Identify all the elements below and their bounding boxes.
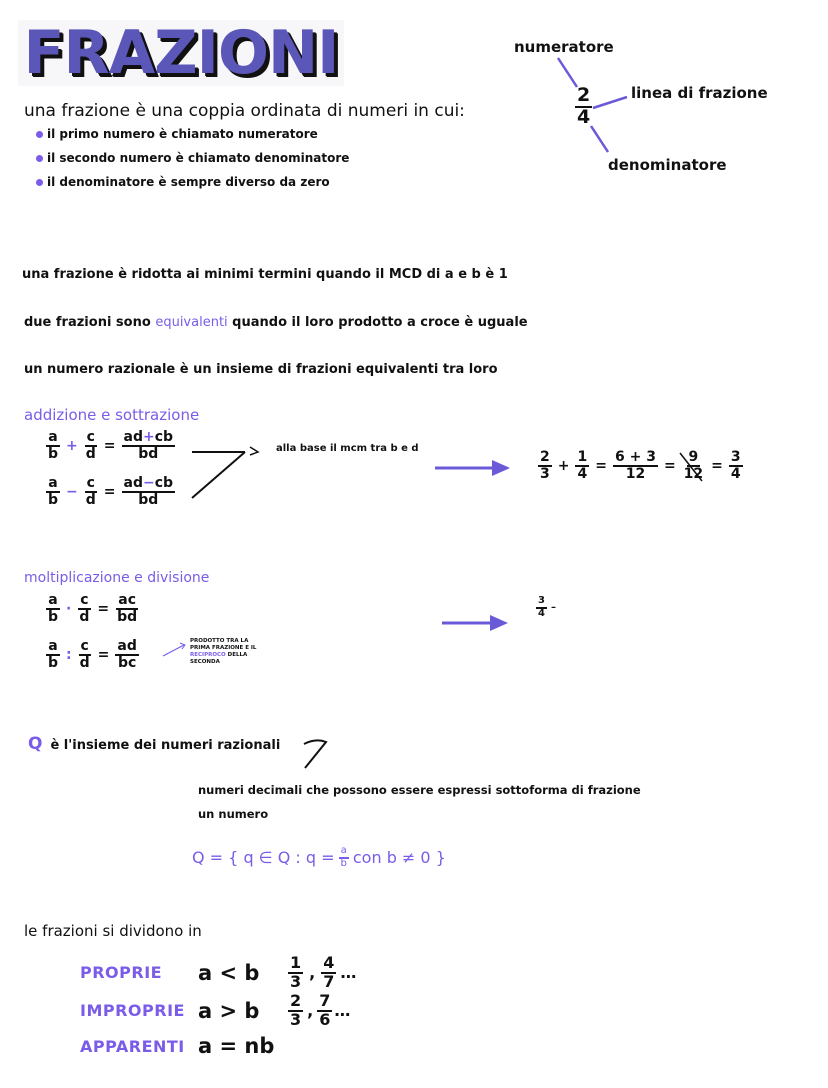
- frac-den: b: [340, 857, 347, 869]
- frac-den: 3: [290, 1009, 302, 1029]
- class-rule: a < b: [198, 960, 260, 985]
- frac-den: b: [48, 445, 59, 462]
- class-label: IMPROPRIE: [80, 1001, 185, 1021]
- plus-operator: +: [143, 429, 155, 445]
- frac-num: 6 + 3: [614, 449, 656, 465]
- denominator-label: denominatore: [608, 156, 727, 174]
- frac-num: 7: [319, 991, 331, 1010]
- frac-num: c: [80, 592, 89, 608]
- rationals-description: numeri decimali che possono essere espressi sottoforma di frazione: [198, 783, 641, 797]
- frac-den: b: [48, 608, 59, 625]
- frac-num: a: [339, 846, 349, 859]
- ellipsis: …: [340, 963, 357, 983]
- bullet-text: il primo numero è chiamato numeratore: [47, 127, 318, 141]
- frac-den: 7: [323, 971, 335, 991]
- frac-num: c: [80, 638, 89, 654]
- frac-num: a: [48, 638, 58, 654]
- plus-operator: +: [557, 457, 570, 474]
- multiplication-heading: moltiplicazione e divisione: [24, 570, 210, 586]
- class-examples: $\frac{2}{3}$ , $\frac{7}{6}$ …: [290, 991, 351, 1029]
- frac-num: 1: [577, 449, 588, 465]
- classification-row-proprie: [80, 955, 356, 991]
- mcm-note: alla base il mcm tra b e d: [276, 443, 419, 454]
- minus-operator: −: [66, 483, 78, 500]
- minus-operator: −: [143, 475, 155, 491]
- class-label: PROPRIE: [80, 963, 163, 983]
- frac-den: 12: [683, 465, 704, 482]
- class-rule: a = nb: [198, 1034, 275, 1058]
- equals-sign: =: [103, 483, 116, 500]
- frac-num: ad: [123, 429, 143, 445]
- frac-den: 4: [730, 465, 741, 482]
- set-notation-text: Q = { q ∈ Q : q =: [192, 848, 335, 867]
- class-rule: a > b: [198, 998, 260, 1023]
- frac-den: 12: [625, 465, 646, 482]
- class-label: APPARENTI: [80, 1036, 185, 1056]
- frac-num: 1: [290, 953, 302, 972]
- frac-num: 3: [536, 596, 547, 609]
- frac-den: d: [85, 445, 96, 462]
- frac-den: bd: [138, 445, 159, 462]
- definition-intro: una frazione è una coppia ordinata di numeri in cui:: [24, 101, 465, 121]
- addition-heading: addizione e sottrazione: [24, 406, 200, 424]
- classification-intro: le frazioni si dividono in: [24, 922, 202, 940]
- plus-operator: +: [66, 437, 78, 454]
- divide-operator: :: [66, 646, 72, 663]
- frac-num: 4: [323, 953, 335, 972]
- frac-den: 3: [540, 465, 550, 482]
- frac-den: b: [48, 654, 59, 671]
- equals-sign: =: [711, 457, 723, 474]
- frac-num: ac: [118, 592, 137, 608]
- bullet-text: il secondo numero è chiamato denominatore: [47, 151, 350, 165]
- frac-den: bd: [117, 608, 138, 625]
- frac-den: d: [79, 608, 90, 625]
- note-text: PRODOTTO TRA LA PRIMA FRAZIONE E IL: [190, 638, 257, 651]
- equals-sign: =: [663, 457, 676, 474]
- frac-num: ad: [117, 638, 137, 654]
- page-title: FRAZIONI: [18, 20, 344, 86]
- statement-text: quando il loro prodotto a croce è uguale: [227, 315, 528, 330]
- equals-sign: =: [97, 646, 110, 663]
- equals-sign: =: [103, 437, 116, 454]
- frac-den: 4: [577, 465, 588, 482]
- frac-num: 3: [730, 449, 741, 465]
- frac-num: a: [48, 592, 58, 608]
- frac-den: 3: [290, 971, 302, 991]
- set-notation-text: con b ≠ 0 }: [352, 848, 446, 867]
- rationals-description-cont: un numero: [198, 807, 269, 821]
- fraction-denominator: 4: [577, 105, 591, 128]
- class-examples: $\frac{1}{3}$ , $\frac{4}{7}$ …: [290, 953, 357, 991]
- frac-den: d: [85, 491, 96, 508]
- frac-num: cb: [154, 429, 174, 445]
- ellipsis: …: [334, 1001, 351, 1021]
- times-operator: ·: [66, 600, 72, 617]
- frac-num: a: [48, 429, 58, 445]
- rational-number-statement: un numero razionale è un insieme di frazioni equivalenti tra loro: [24, 362, 498, 377]
- statement-text: due frazioni sono: [24, 315, 156, 330]
- equivalent-highlight: equivalenti: [155, 315, 228, 330]
- frac-num: c: [86, 429, 95, 445]
- frac-num: cb: [154, 475, 174, 491]
- frac-num: 2: [290, 991, 302, 1010]
- numerator-label: numeratore: [514, 38, 614, 56]
- q-set-symbol: Q: [28, 734, 43, 754]
- frac-num: c: [86, 475, 95, 491]
- frac-den: 4: [538, 607, 545, 619]
- reduced-fraction-statement: una frazione è ridotta ai minimi termini quando il MCD di a e b è 1: [22, 267, 508, 282]
- frac-den: d: [79, 654, 90, 671]
- note-text: DELLA SECONDA: [190, 652, 248, 665]
- equals-sign: =: [97, 600, 110, 617]
- bullet-text: il denominatore è sempre diverso da zero: [47, 175, 330, 189]
- frac-num: ad: [123, 475, 143, 491]
- reciprocal-highlight: RECIPROCO: [190, 652, 226, 658]
- rationals-text: è l'insieme dei numeri razionali: [50, 738, 281, 753]
- frac-den: 6: [319, 1009, 331, 1029]
- rationals-set-notation: [192, 846, 446, 869]
- frac-den: b: [48, 491, 59, 508]
- frac-den: bc: [117, 654, 137, 671]
- fraction-line-label: linea di frazione: [631, 84, 768, 102]
- frac-num: 2: [540, 449, 550, 465]
- equals-sign: =: [595, 457, 607, 474]
- frac-num: 9: [688, 449, 699, 465]
- classification-row-apparenti: [80, 1034, 274, 1058]
- frac-den: bd: [138, 491, 159, 508]
- frac-num: a: [48, 475, 58, 491]
- fraction-numerator: 2: [577, 84, 591, 106]
- classification-row-improprie: [80, 993, 350, 1029]
- trailing-dash: –: [550, 602, 556, 613]
